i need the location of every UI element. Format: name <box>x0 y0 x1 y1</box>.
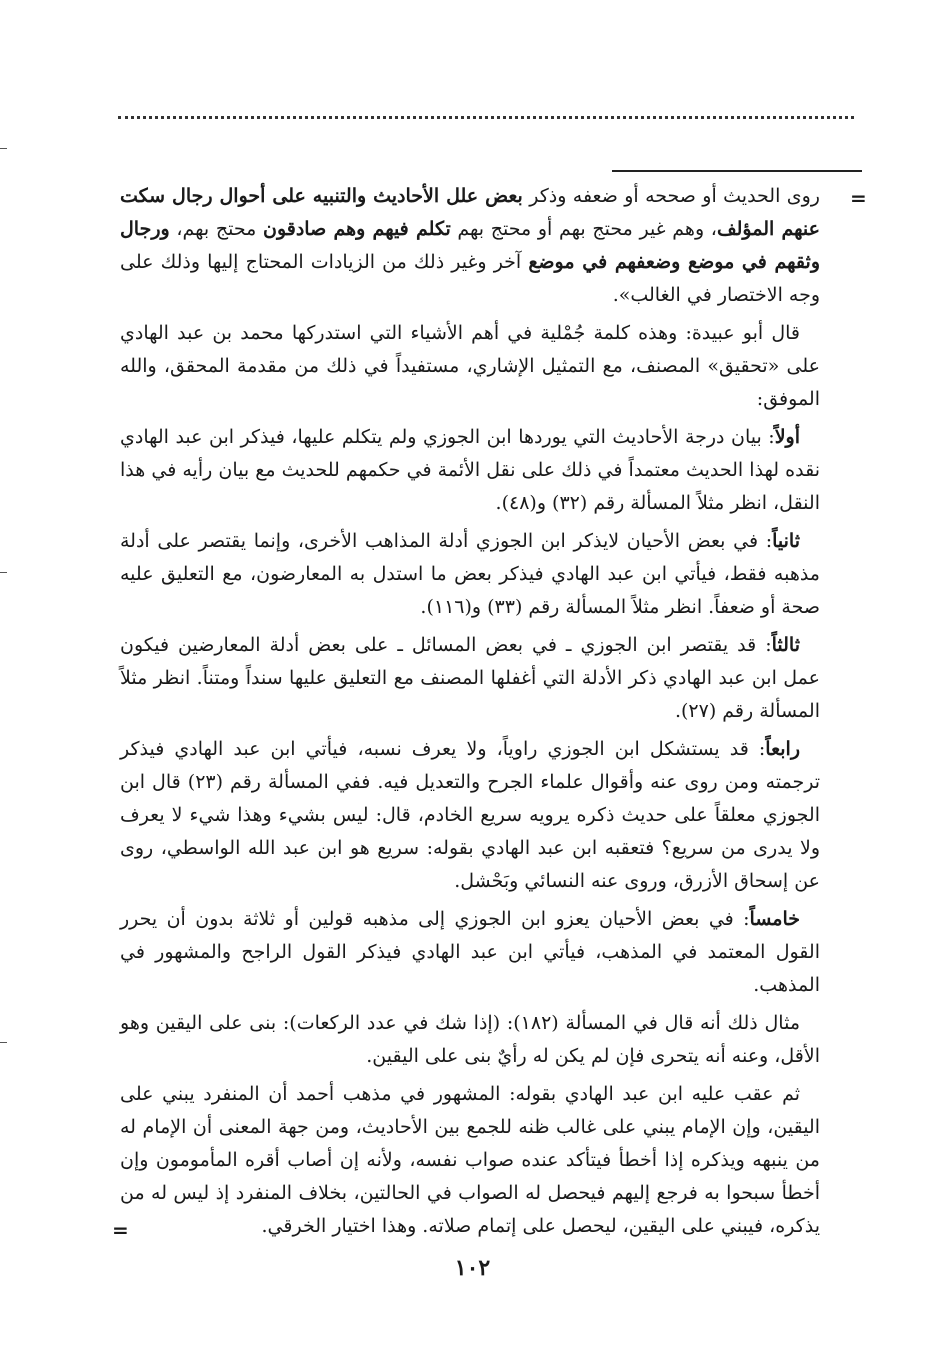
bold-text-segment: خامساً <box>749 908 800 930</box>
paragraph <box>120 1007 820 1073</box>
paragraph <box>120 525 820 624</box>
text-segment: ، وهم غير محتج بهم أو محتج بهم <box>450 218 717 240</box>
text-segment: : في بعض الأحيان يعزو ابن الجوزي إلى مذهبه قولين أو ثلاثة بدون أن يحرر القول المعتمد في المذهب، فيأتي ابن عبد الهادي فيذكر القول الراجح والمشهور في المذهب. <box>120 908 820 996</box>
text-segment: : بيان درجة الأحاديث التي يوردها ابن الجوزي ولم يتكلم عليها، فيذكر ابن عبد الهادي نقده لهذا الحديث معتمداً في ذلك على نقل الأئمة في حكمهم للحديث مع بيان رأيه في هذا النقل، انظر مثلاً المسألة رقم (٣٢) و(٤٨). <box>120 426 820 514</box>
paragraph <box>120 180 820 312</box>
paragraph <box>120 629 820 728</box>
text-segment: : قد يقتصر ابن الجوزي ـ في بعض المسائل ـ على بعض أدلة المعارضين فيكون عمل ابن عبد الهادي ذكر الأدلة التي أغفلها المصنف مع التعليق عليها سنداً ومتناً. انظر مثلاً المسألة رقم (٢٧). <box>120 634 820 722</box>
text-segment: آخر وغير ذلك من الزيادات المحتاج إليها وذلك على وجه الاختصار في الغالب». <box>120 251 820 306</box>
scan-edge-mark <box>0 148 7 149</box>
paragraph <box>120 733 820 898</box>
text-segment: قال أبو عبيدة: وهذه كلمة جُمْلية في أهم الأشياء التي استدركها محمد بن عبد الهادي على «تحقيق» المصنف، مع التمثيل الإشاري، مستفيداً في ذلك من مقدمة المحقق، والله الموفق: <box>120 322 820 410</box>
paragraph <box>120 421 820 520</box>
bold-text-segment: ثالثاً <box>771 634 800 656</box>
bold-text-segment: ثانياً <box>772 530 800 552</box>
bold-text-segment: رابعاً <box>765 738 800 760</box>
text-segment: : قد يستشكل ابن الجوزي راوياً، ولا يعرف نسبه، فيأتي ابن عبد الهادي فيذكر ترجمته ومن روى عنه وأقوال علماء الجرح والتعديل فيه. ففي المسألة رقم (٢٣) قال ابن الجوزي معلقاً على حديث ذكره يرويه سريع الخادم، قال: ليس بشيء وهذا شيء لا يعرف ولا يدرى من سريع؟ فتعقبه ابن عبد الهادي بقوله: سريع هو ابن عبد الله الواسطي، روى عن إسحاق الأزرق، وروى عنه النسائي وبَحْشل. <box>120 738 820 892</box>
text-segment: مثال ذلك أنه قال في المسألة (١٨٢): (إذا شك في عدد الركعات): بنى على اليقين وهو الأقل، وعنه أنه يتحرى فإن لم يكن له رأيٌ بنى على اليقين. <box>120 1012 820 1067</box>
bold-text-segment: أولاً <box>774 426 800 448</box>
header-dotted-rule <box>118 116 854 119</box>
paragraph <box>120 317 820 416</box>
text-segment: : في بعض الأحيان لايذكر ابن الجوزي أدلة المذاهب الأخرى، وإنما يقتصر على أدلة مذهبه فقط، فيأتي ابن عبد الهادي فيذكر بعض ما استدل به المعارضون، مع التعليق عليه صحة أو ضعفاً. انظر مثلاً المسألة رقم (٣٣) و(١١٦). <box>120 530 820 618</box>
paragraph <box>120 903 820 1002</box>
bold-text-segment: بعض علل الأحاديث والتنبيه على أحوال رجال سكت عنهم المؤلف <box>120 185 820 240</box>
text-segment: روى الحديث أو صححه أو ضعفه وذكر <box>522 185 820 207</box>
footnote-separator-line <box>612 170 862 172</box>
scan-edge-mark <box>0 572 7 573</box>
continuation-mark-bottom: = <box>112 1218 129 1242</box>
bold-text-segment: ورجال وثقهم في موضع وضعفهم في موضع <box>120 218 821 273</box>
paragraph <box>120 1078 820 1243</box>
bold-text-segment: تكلم فيهم وهم صادقون <box>262 218 451 240</box>
footnote-body <box>120 180 820 1244</box>
text-segment: ثم عقب عليه ابن عبد الهادي بقوله: المشهور في مذهب أحمد أن المنفرد يبني على اليقين، وإن الإمام يبني على غالب ظنه للجمع بين الأحاديث، ومن جهة المعنى أن الإمام له من ينبهه ويذكره إذا أخطأ فيتأكد عنده صواب نفسه، ولأنه إن أصاب أقره المأمومون وإن أخطأ سبحوا به فرجع إليهم فيحصل له الصواب في الحالتين، بخلاف المنفرد إذ ليس له من يذكره، فيبني على اليقين، ليحصل على إتمام صلاته. وهذا اختيار الخرقي. <box>120 1083 821 1237</box>
text-segment: محتج بهم، <box>169 218 263 240</box>
page-number: ١٠٢ <box>454 1255 491 1281</box>
continuation-mark-top: = <box>850 186 867 210</box>
scan-edge-mark <box>0 1042 7 1043</box>
